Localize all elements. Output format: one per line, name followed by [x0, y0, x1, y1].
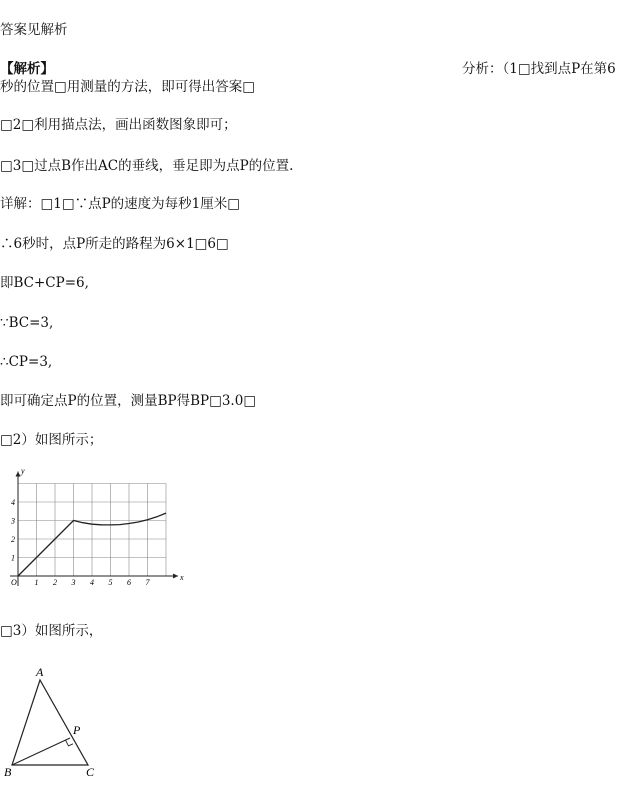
x-tick-label: 2 — [53, 578, 57, 587]
analysis-part3: □3□过点B作出AC的垂线，垂足即为点P的位置. — [0, 158, 294, 174]
label-p: P — [73, 723, 81, 737]
x-axis-label: x — [180, 573, 184, 582]
y-tick-label: 1 — [11, 553, 15, 563]
detail-line-1: 详解：□1□∵点P的速度为每秒1厘米□ — [0, 196, 241, 212]
analysis-continued: 秒的位置□用测量的方法，即可得出答案□ — [0, 79, 256, 95]
detail-line-3: 即BC+CP=6, — [0, 275, 89, 291]
triangle-figure — [0, 660, 110, 785]
x-tick-label: 6 — [127, 578, 131, 587]
y-tick-label: 4 — [11, 498, 15, 507]
x-tick-label: 7 — [145, 578, 150, 587]
y-tick-label: 2 — [11, 535, 15, 544]
perpendicular-bp — [12, 738, 70, 765]
analysis-lead: 分析：（1□找到点P在第6 — [462, 61, 616, 77]
label-c: C — [86, 765, 95, 779]
y-axis-label: y — [21, 468, 25, 476]
section-label: 【解析】 — [0, 61, 54, 77]
x-tick-label: 5 — [108, 578, 113, 587]
answer-title: 答案见解析 — [0, 22, 68, 38]
detail-line-7: □2）如图所示； — [0, 432, 103, 448]
detail-line-8: □3）如图所示， — [0, 623, 103, 639]
x-tick-label: 3 — [71, 578, 76, 587]
x-tick-label: 4 — [90, 578, 94, 587]
label-a: A — [36, 665, 44, 679]
y-tick-label: 3 — [11, 516, 15, 526]
detail-line-6: 即可确定点P的位置，测量BP得BP□3.0□ — [0, 393, 257, 409]
x-axis-arrow — [173, 574, 178, 579]
x-tick-label: 1 — [34, 578, 39, 587]
origin-label: O — [11, 578, 17, 587]
detail-line-4: ∵BC=3, — [0, 315, 54, 331]
detail-line-5: ∴CP=3, — [0, 354, 53, 370]
function-graph — [0, 468, 185, 600]
right-angle-mark — [66, 740, 74, 746]
y-axis-arrow — [16, 472, 21, 477]
detail-line-2: ∴6秒时，点P所走的路程为6×1□6□ — [0, 236, 229, 252]
analysis-part2: □2□利用描点法，画出函数图象即可； — [0, 117, 237, 133]
label-b: B — [4, 765, 12, 779]
